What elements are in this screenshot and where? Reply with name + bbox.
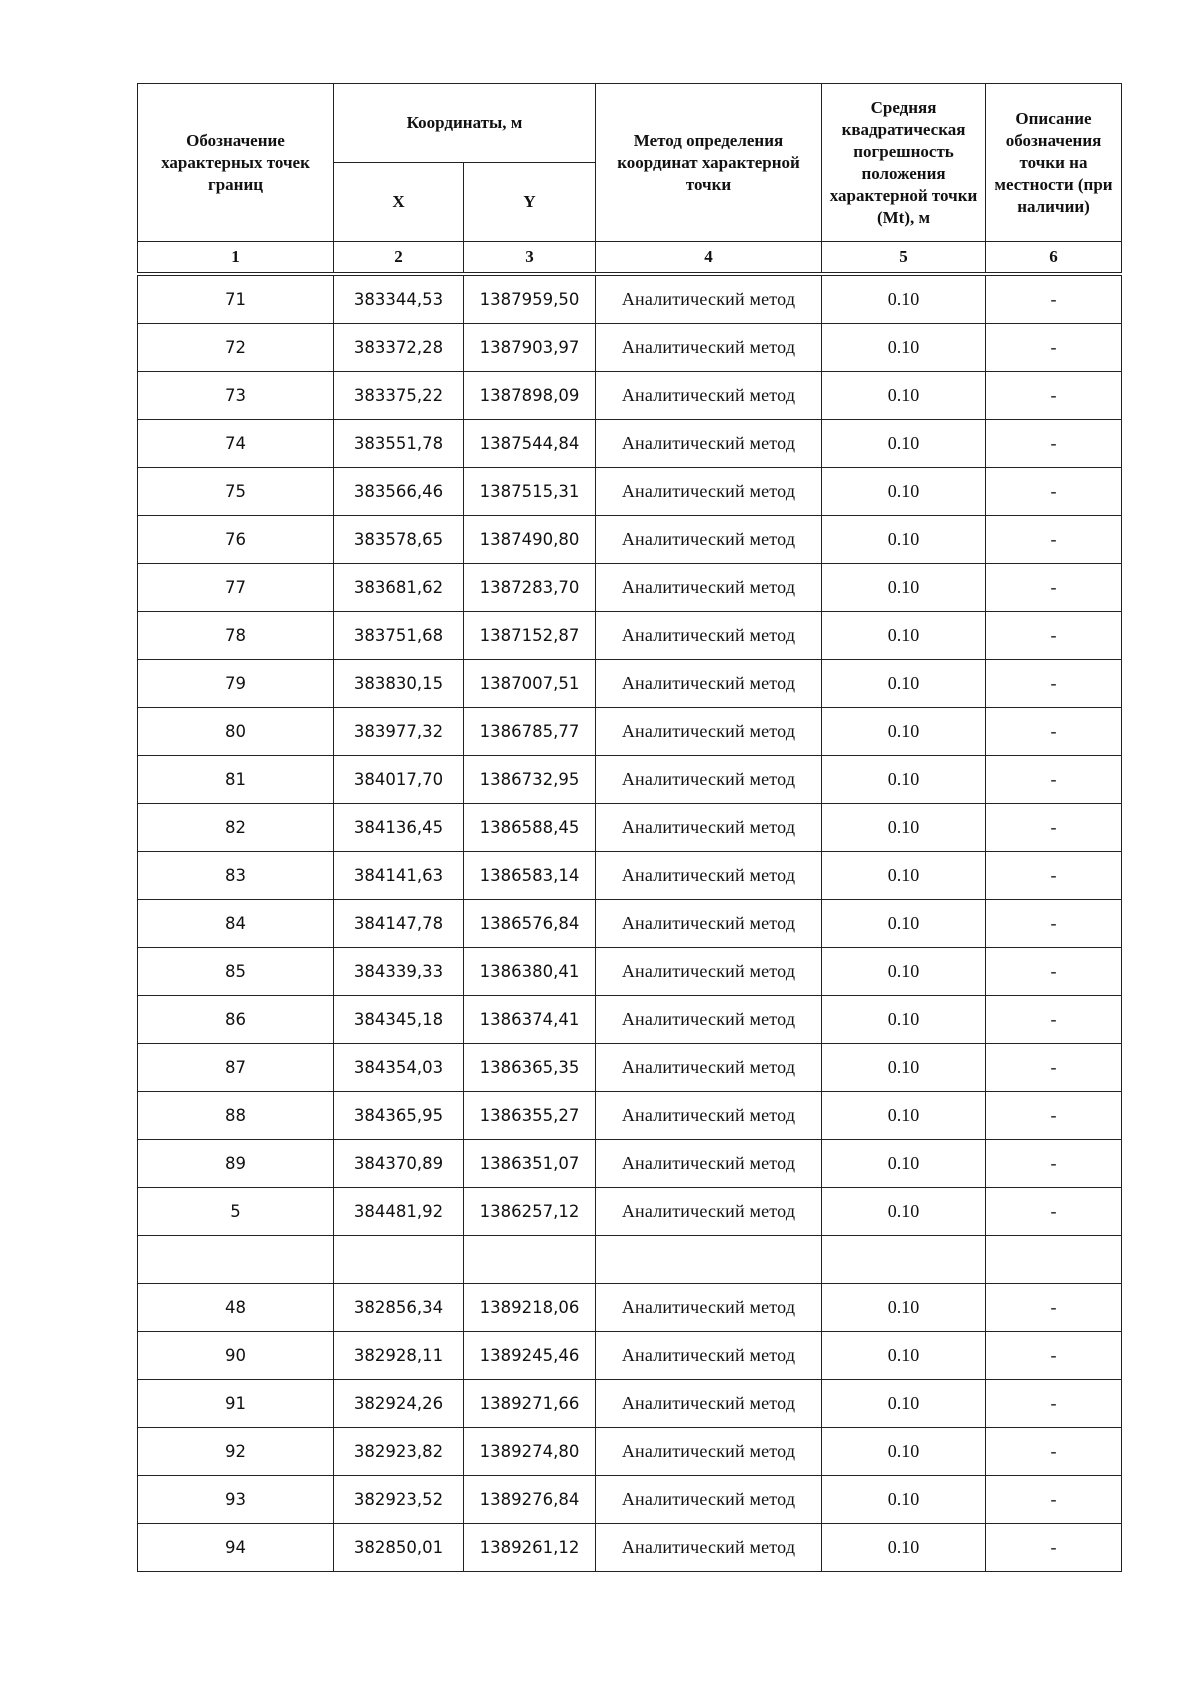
description-cell: - — [986, 1332, 1122, 1380]
y-coordinate-cell: 1386351,07 — [464, 1140, 596, 1188]
y-coordinate-cell: 1389271,66 — [464, 1380, 596, 1428]
x-coordinate-cell: 383375,22 — [334, 372, 464, 420]
column-number: 3 — [464, 242, 596, 275]
description-cell: - — [986, 612, 1122, 660]
y-coordinate-cell: 1386374,41 — [464, 996, 596, 1044]
accuracy-cell: 0.10 — [822, 324, 986, 372]
accuracy-cell: 0.10 — [822, 660, 986, 708]
y-coordinate-cell: 1386785,77 — [464, 708, 596, 756]
method-cell: Аналитический метод — [596, 1140, 822, 1188]
method-cell: Аналитический метод — [596, 756, 822, 804]
accuracy-cell: 0.10 — [822, 804, 986, 852]
table-row — [138, 1380, 1122, 1428]
y-coordinate-cell: 1389276,84 — [464, 1476, 596, 1524]
y-coordinate-cell: 1387898,09 — [464, 372, 596, 420]
description-cell: - — [986, 274, 1122, 324]
y-coordinate-cell: 1386588,45 — [464, 804, 596, 852]
accuracy-cell: 0.10 — [822, 516, 986, 564]
table-row — [138, 1044, 1122, 1092]
point-id-cell: 5 — [138, 1188, 334, 1236]
point-id-cell: 81 — [138, 756, 334, 804]
method-cell: Аналитический метод — [596, 1092, 822, 1140]
method-cell: Аналитический метод — [596, 1380, 822, 1428]
x-coordinate-cell: 384017,70 — [334, 756, 464, 804]
method-cell: Аналитический метод — [596, 1332, 822, 1380]
point-id-cell: 85 — [138, 948, 334, 996]
table-row — [138, 708, 1122, 756]
accuracy-cell: 0.10 — [822, 1092, 986, 1140]
table-row — [138, 1236, 1122, 1284]
column-number: 5 — [822, 242, 986, 275]
description-cell: - — [986, 1188, 1122, 1236]
point-id-cell: 94 — [138, 1524, 334, 1572]
method-cell: Аналитический метод — [596, 612, 822, 660]
point-id-cell: 77 — [138, 564, 334, 612]
x-coordinate-cell: 384141,63 — [334, 852, 464, 900]
table-row — [138, 948, 1122, 996]
x-coordinate-cell: 383751,68 — [334, 612, 464, 660]
table-header — [138, 84, 1122, 275]
point-id-cell: 72 — [138, 324, 334, 372]
table-row — [138, 852, 1122, 900]
accuracy-cell: 0.10 — [822, 1188, 986, 1236]
y-coordinate-cell — [464, 1236, 596, 1284]
table-row — [138, 1476, 1122, 1524]
header-method: Метод определения координат характерной точки — [596, 84, 822, 242]
method-cell: Аналитический метод — [596, 372, 822, 420]
table-row — [138, 564, 1122, 612]
x-coordinate-cell: 382924,26 — [334, 1380, 464, 1428]
table-row — [138, 900, 1122, 948]
y-coordinate-cell: 1386380,41 — [464, 948, 596, 996]
accuracy-cell: 0.10 — [822, 996, 986, 1044]
point-id-cell: 76 — [138, 516, 334, 564]
column-number: 6 — [986, 242, 1122, 275]
accuracy-cell: 0.10 — [822, 1332, 986, 1380]
y-coordinate-cell: 1387152,87 — [464, 612, 596, 660]
description-cell: - — [986, 996, 1122, 1044]
x-coordinate-cell: 383681,62 — [334, 564, 464, 612]
point-id-cell: 84 — [138, 900, 334, 948]
table-row — [138, 468, 1122, 516]
y-coordinate-cell: 1386732,95 — [464, 756, 596, 804]
method-cell: Аналитический метод — [596, 1188, 822, 1236]
description-cell: - — [986, 1284, 1122, 1332]
header-x: X — [334, 163, 464, 242]
x-coordinate-cell: 383566,46 — [334, 468, 464, 516]
accuracy-cell: 0.10 — [822, 1284, 986, 1332]
coordinates-table-container — [137, 83, 1121, 1572]
description-cell: - — [986, 852, 1122, 900]
table-row — [138, 804, 1122, 852]
method-cell: Аналитический метод — [596, 274, 822, 324]
header-point-designation: Обозначение характерных точек границ — [138, 84, 334, 242]
table-row — [138, 274, 1122, 324]
description-cell: - — [986, 1428, 1122, 1476]
column-number: 4 — [596, 242, 822, 275]
x-coordinate-cell: 382856,34 — [334, 1284, 464, 1332]
description-cell: - — [986, 900, 1122, 948]
y-coordinate-cell: 1387544,84 — [464, 420, 596, 468]
description-cell: - — [986, 660, 1122, 708]
x-coordinate-cell: 384365,95 — [334, 1092, 464, 1140]
coordinates-table — [137, 83, 1122, 1572]
point-id-cell: 90 — [138, 1332, 334, 1380]
y-coordinate-cell: 1389218,06 — [464, 1284, 596, 1332]
x-coordinate-cell: 382923,52 — [334, 1476, 464, 1524]
method-cell: Аналитический метод — [596, 324, 822, 372]
description-cell: - — [986, 1476, 1122, 1524]
table-row — [138, 420, 1122, 468]
table-body — [138, 274, 1122, 1572]
x-coordinate-cell: 383830,15 — [334, 660, 464, 708]
description-cell: - — [986, 1140, 1122, 1188]
point-id-cell: 87 — [138, 1044, 334, 1092]
description-cell: - — [986, 516, 1122, 564]
accuracy-cell: 0.10 — [822, 612, 986, 660]
accuracy-cell: 0.10 — [822, 756, 986, 804]
y-coordinate-cell: 1389261,12 — [464, 1524, 596, 1572]
method-cell — [596, 1236, 822, 1284]
point-id-cell: 82 — [138, 804, 334, 852]
method-cell: Аналитический метод — [596, 948, 822, 996]
point-id-cell: 92 — [138, 1428, 334, 1476]
accuracy-cell: 0.10 — [822, 1428, 986, 1476]
y-coordinate-cell: 1386583,14 — [464, 852, 596, 900]
accuracy-cell: 0.10 — [822, 852, 986, 900]
method-cell: Аналитический метод — [596, 804, 822, 852]
point-id-cell: 80 — [138, 708, 334, 756]
accuracy-cell: 0.10 — [822, 900, 986, 948]
y-coordinate-cell: 1389274,80 — [464, 1428, 596, 1476]
y-coordinate-cell: 1386365,35 — [464, 1044, 596, 1092]
accuracy-cell: 0.10 — [822, 1476, 986, 1524]
table-row — [138, 1332, 1122, 1380]
accuracy-cell: 0.10 — [822, 1380, 986, 1428]
column-number: 1 — [138, 242, 334, 275]
table-row — [138, 372, 1122, 420]
table-row — [138, 516, 1122, 564]
table-row — [138, 756, 1122, 804]
y-coordinate-cell: 1386257,12 — [464, 1188, 596, 1236]
description-cell: - — [986, 1524, 1122, 1572]
x-coordinate-cell — [334, 1236, 464, 1284]
table-row — [138, 996, 1122, 1044]
table-row — [138, 1428, 1122, 1476]
column-number: 2 — [334, 242, 464, 275]
x-coordinate-cell: 383551,78 — [334, 420, 464, 468]
y-coordinate-cell: 1387490,80 — [464, 516, 596, 564]
point-id-cell: 91 — [138, 1380, 334, 1428]
y-coordinate-cell: 1386355,27 — [464, 1092, 596, 1140]
x-coordinate-cell: 384147,78 — [334, 900, 464, 948]
point-id-cell: 48 — [138, 1284, 334, 1332]
table-row — [138, 1284, 1122, 1332]
method-cell: Аналитический метод — [596, 1284, 822, 1332]
y-coordinate-cell: 1387903,97 — [464, 324, 596, 372]
method-cell: Аналитический метод — [596, 516, 822, 564]
description-cell — [986, 1236, 1122, 1284]
description-cell: - — [986, 1092, 1122, 1140]
point-id-cell: 86 — [138, 996, 334, 1044]
description-cell: - — [986, 708, 1122, 756]
header-coordinates: Координаты, м — [334, 84, 596, 163]
description-cell: - — [986, 804, 1122, 852]
accuracy-cell: 0.10 — [822, 420, 986, 468]
x-coordinate-cell: 384481,92 — [334, 1188, 464, 1236]
accuracy-cell — [822, 1236, 986, 1284]
accuracy-cell: 0.10 — [822, 1044, 986, 1092]
method-cell: Аналитический метод — [596, 420, 822, 468]
point-id-cell: 83 — [138, 852, 334, 900]
x-coordinate-cell: 382850,01 — [334, 1524, 464, 1572]
table-row — [138, 1188, 1122, 1236]
column-number-row — [138, 242, 1122, 275]
point-id-cell: 89 — [138, 1140, 334, 1188]
x-coordinate-cell: 384339,33 — [334, 948, 464, 996]
accuracy-cell: 0.10 — [822, 564, 986, 612]
method-cell: Аналитический метод — [596, 996, 822, 1044]
point-id-cell: 74 — [138, 420, 334, 468]
table-row — [138, 324, 1122, 372]
table-row — [138, 1092, 1122, 1140]
x-coordinate-cell: 382928,11 — [334, 1332, 464, 1380]
table-row — [138, 1524, 1122, 1572]
x-coordinate-cell: 383578,65 — [334, 516, 464, 564]
point-id-cell: 88 — [138, 1092, 334, 1140]
point-id-cell: 71 — [138, 274, 334, 324]
point-id-cell: 75 — [138, 468, 334, 516]
description-cell: - — [986, 468, 1122, 516]
table-row — [138, 660, 1122, 708]
point-id-cell: 73 — [138, 372, 334, 420]
x-coordinate-cell: 384370,89 — [334, 1140, 464, 1188]
accuracy-cell: 0.10 — [822, 372, 986, 420]
x-coordinate-cell: 384136,45 — [334, 804, 464, 852]
point-id-cell — [138, 1236, 334, 1284]
method-cell: Аналитический метод — [596, 564, 822, 612]
description-cell: - — [986, 372, 1122, 420]
x-coordinate-cell: 383977,32 — [334, 708, 464, 756]
method-cell: Аналитический метод — [596, 1428, 822, 1476]
description-cell: - — [986, 324, 1122, 372]
point-id-cell: 78 — [138, 612, 334, 660]
accuracy-cell: 0.10 — [822, 1524, 986, 1572]
description-cell: - — [986, 1380, 1122, 1428]
point-id-cell: 79 — [138, 660, 334, 708]
header-accuracy: Средняя квадратическая погрешность положения характерной точки (Mt), м — [822, 84, 986, 242]
y-coordinate-cell: 1386576,84 — [464, 900, 596, 948]
table-row — [138, 1140, 1122, 1188]
y-coordinate-cell: 1387959,50 — [464, 274, 596, 324]
y-coordinate-cell: 1389245,46 — [464, 1332, 596, 1380]
method-cell: Аналитический метод — [596, 852, 822, 900]
point-id-cell: 93 — [138, 1476, 334, 1524]
y-coordinate-cell: 1387007,51 — [464, 660, 596, 708]
x-coordinate-cell: 382923,82 — [334, 1428, 464, 1476]
x-coordinate-cell: 384354,03 — [334, 1044, 464, 1092]
header-y: Y — [464, 163, 596, 242]
method-cell: Аналитический метод — [596, 1044, 822, 1092]
method-cell: Аналитический метод — [596, 660, 822, 708]
accuracy-cell: 0.10 — [822, 708, 986, 756]
table-row — [138, 612, 1122, 660]
method-cell: Аналитический метод — [596, 1476, 822, 1524]
accuracy-cell: 0.10 — [822, 1140, 986, 1188]
x-coordinate-cell: 384345,18 — [334, 996, 464, 1044]
description-cell: - — [986, 564, 1122, 612]
x-coordinate-cell: 383372,28 — [334, 324, 464, 372]
description-cell: - — [986, 420, 1122, 468]
method-cell: Аналитический метод — [596, 1524, 822, 1572]
accuracy-cell: 0.10 — [822, 274, 986, 324]
accuracy-cell: 0.10 — [822, 468, 986, 516]
method-cell: Аналитический метод — [596, 468, 822, 516]
x-coordinate-cell: 383344,53 — [334, 274, 464, 324]
method-cell: Аналитический метод — [596, 900, 822, 948]
y-coordinate-cell: 1387515,31 — [464, 468, 596, 516]
accuracy-cell: 0.10 — [822, 948, 986, 996]
y-coordinate-cell: 1387283,70 — [464, 564, 596, 612]
description-cell: - — [986, 948, 1122, 996]
header-description: Описание обозначения точки на местности (при наличии) — [986, 84, 1122, 242]
description-cell: - — [986, 756, 1122, 804]
description-cell: - — [986, 1044, 1122, 1092]
method-cell: Аналитический метод — [596, 708, 822, 756]
